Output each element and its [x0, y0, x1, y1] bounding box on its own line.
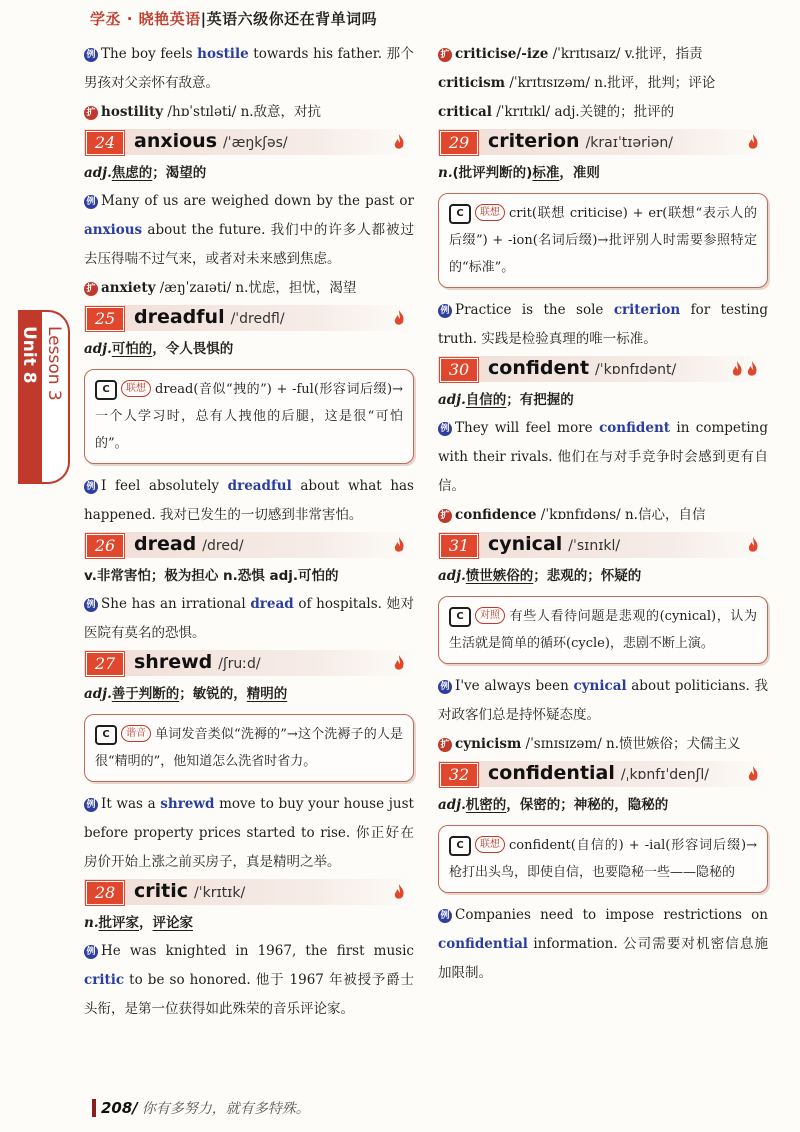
flame-icon [392, 133, 406, 151]
word-entry-header [438, 532, 768, 558]
example-icon: 例 [84, 195, 98, 209]
example-sentence: 例 He was knighted in 1967, the first music critic to be so honored. 他于 1967 年被授予爵士头衔，是第一位获得如此殊荣的音乐评论家。 [84, 943, 414, 1017]
headword: confident /ˈkɒnfɪdənt/ [488, 357, 677, 379]
mnemonic-icon: C [95, 725, 117, 745]
unit-tab [18, 310, 70, 484]
word-entry-header [84, 305, 414, 331]
example-icon: 例 [438, 909, 452, 923]
entry-number: 28 [86, 881, 124, 905]
flame-icon [746, 133, 760, 151]
contrast-tag: 对照 [475, 607, 505, 624]
entry-number: 30 [440, 358, 478, 382]
flame-icon [392, 654, 406, 672]
example-sentence: 例 Practice is the sole criterion for testing truth. 实践是检验真理的唯一标准。 [438, 302, 768, 347]
example-icon: 例 [438, 422, 452, 436]
definition: n.(批评判断的)标准，准则 [438, 165, 600, 181]
right-column [438, 40, 768, 988]
page-footer [92, 1098, 310, 1118]
left-column [84, 40, 414, 1024]
extension-icon: 扩 [438, 48, 452, 62]
extension-icon: 扩 [438, 509, 452, 523]
definition: adj.机密的，保密的；神秘的，隐秘的 [438, 797, 669, 813]
page-number: 208/ [92, 1099, 138, 1117]
double-flame-icon [730, 360, 760, 378]
definition: adj.焦虑的；渴望的 [84, 165, 207, 181]
extension-line: 扩 hostility /hɒˈstɪləti/ n.敌意，对抗 [84, 98, 414, 127]
mnemonic-icon: C [449, 836, 471, 856]
example-icon: 例 [438, 680, 452, 694]
definition: adj.善于判断的；敏锐的，精明的 [84, 686, 288, 702]
example-sentence: 例 Companies need to impose restrictions on confidential information. 公司需要对机密信息施加限制。 [438, 907, 768, 981]
entry-number: 31 [440, 534, 478, 558]
definition: n.批评家，评论家 [84, 915, 194, 931]
example-icon: 例 [84, 598, 98, 612]
word-entry-header [84, 879, 414, 905]
header-separator: | [200, 10, 207, 28]
headword: cynical /ˈsɪnɪkl/ [488, 533, 621, 555]
headword: confidential /ˌkɒnfɪˈdenʃl/ [488, 762, 709, 784]
mnemonic-icon: C [449, 607, 471, 627]
mnemonic-icon: C [95, 380, 117, 400]
example-icon: 例 [438, 304, 452, 318]
unit-label: Unit 8 [19, 326, 39, 384]
extension-icon: 扩 [84, 282, 98, 296]
running-header [90, 8, 377, 29]
flame-icon [392, 536, 406, 554]
definition: v.非常害怕；极为担心 n.恐惧 adj.可怕的 [84, 568, 339, 584]
entry-number: 32 [440, 763, 478, 787]
mnemonic-box: C 联想 dread(音似“拽的”) + -ful(形容词后缀)→一个人学习时，总有人拽他的后腿，这是很“可怕的”。 [84, 369, 414, 464]
headword: shrewd /ʃruːd/ [134, 651, 261, 673]
extension-icon: 扩 [84, 106, 98, 120]
flame-icon [392, 309, 406, 327]
headword: criterion /kraɪˈtɪəriən/ [488, 130, 673, 152]
extension-line: 扩 confidence /ˈkɒnfɪdəns/ n.信心，自信 [438, 501, 768, 530]
headword: critic /ˈkrɪtɪk/ [134, 880, 246, 902]
headword: dread /dred/ [134, 533, 244, 555]
entry-number: 24 [86, 131, 124, 155]
flame-icon [746, 765, 760, 783]
word-entry-header [438, 761, 768, 787]
association-tag: 联想 [475, 836, 505, 853]
example-sentence: 例 It was a shrewd move to buy your house just before property prices started to rise. 你正好在房价开始上涨之前买房子，真是精明之举。 [84, 796, 414, 870]
association-tag: 联想 [475, 204, 505, 221]
brand: 学丞 · 晓艳英语 [90, 10, 201, 28]
association-tag: 联想 [121, 380, 151, 397]
mnemonic-icon: C [449, 204, 471, 224]
example-icon: 例 [84, 480, 98, 494]
flame-icon [746, 536, 760, 554]
mnemonic-box: C 对照 有些人看待问题是悲观的(cynical)，认为生活就是简单的循环(cycle)，悲剧不断上演。 [438, 596, 768, 664]
lesson-label: Lesson 3 [44, 326, 64, 401]
mnemonic-box: C 谐音 单词发音类似“洗褥的”→这个洗褥子的人是很“精明的”，他知道怎么洗省时省力。 [84, 714, 414, 782]
extension-line: 扩 criticise/-ize /ˈkrɪtɪsaɪz/ v.批评，指责 [438, 40, 768, 69]
mnemonic-box: C 联想 confident(自信的) + -ial(形容词后缀)→枪打出头鸟，即使自信，也要隐秘一些——隐秘的 [438, 825, 768, 893]
extension-line: critical /ˈkrɪtɪkl/ adj.关键的；批评的 [438, 104, 675, 120]
example-icon: 例 [84, 48, 98, 62]
homophone-tag: 谐音 [121, 725, 151, 742]
entry-number: 27 [86, 652, 124, 676]
word-entry-header [84, 129, 414, 155]
headword: dreadful /ˈdredfl/ [134, 306, 285, 328]
entry-number: 29 [440, 131, 478, 155]
entry-number: 26 [86, 534, 124, 558]
word-entry-header [84, 532, 414, 558]
definition: adj.可怕的，令人畏惧的 [84, 341, 234, 357]
definition: adj.愤世嫉俗的；悲观的；怀疑的 [438, 568, 642, 584]
example-sentence: 例 Many of us are weighed down by the past or anxious about the future. 我们中的许多人都被过去压得喘不过气来，或者对未来感到焦虑。 [84, 193, 414, 267]
extension-line: 扩 anxiety /æŋˈzaɪəti/ n.忧虑，担忧，渴望 [84, 274, 414, 303]
example-icon: 例 [84, 945, 98, 959]
example-sentence: 例 They will feel more confident in competing with their rivals. 他们在与对手竞争时会感到更有自信。 [438, 420, 768, 494]
entry-number: 25 [86, 307, 124, 331]
example-sentence: 例 I've always been cynical about politicians. 我对政客们总是持怀疑态度。 [438, 678, 768, 723]
mnemonic-box: C 联想 crit(联想 criticise) + er(联想“表示人的后缀”) + -ion(名词后缀)→批评别人时需要参照特定的“标准”。 [438, 193, 768, 288]
book-title: 英语六级你还在背单词吗 [206, 10, 378, 28]
example-sentence: 例 I feel absolutely dreadful about what has happened. 我对已发生的一切感到非常害怕。 [84, 478, 414, 523]
word-entry-header [84, 650, 414, 676]
example-sentence: 例 She has an irrational dread of hospitals. 她对医院有莫名的恐惧。 [84, 596, 415, 641]
extension-line: 扩 cynicism /ˈsɪnɪsɪzəm/ n.愤世嫉俗；犬儒主义 [438, 730, 768, 759]
word-entry-header [438, 129, 768, 155]
word-entry-header [438, 356, 768, 382]
extension-icon: 扩 [438, 738, 452, 752]
example-icon: 例 [84, 798, 98, 812]
extension-line: criticism /ˈkrɪtɪsɪzəm/ n.批评，批判；评论 [438, 75, 716, 91]
example-sentence: 例 The boy feels hostile towards his father. 那个男孩对父亲怀有敌意。 [84, 46, 414, 91]
flame-icon [392, 883, 406, 901]
footer-motto: 你有多努力，就有多特殊。 [141, 1101, 310, 1117]
definition: adj.自信的；有把握的 [438, 392, 574, 408]
headword: anxious /ˈæŋkʃəs/ [134, 130, 288, 152]
